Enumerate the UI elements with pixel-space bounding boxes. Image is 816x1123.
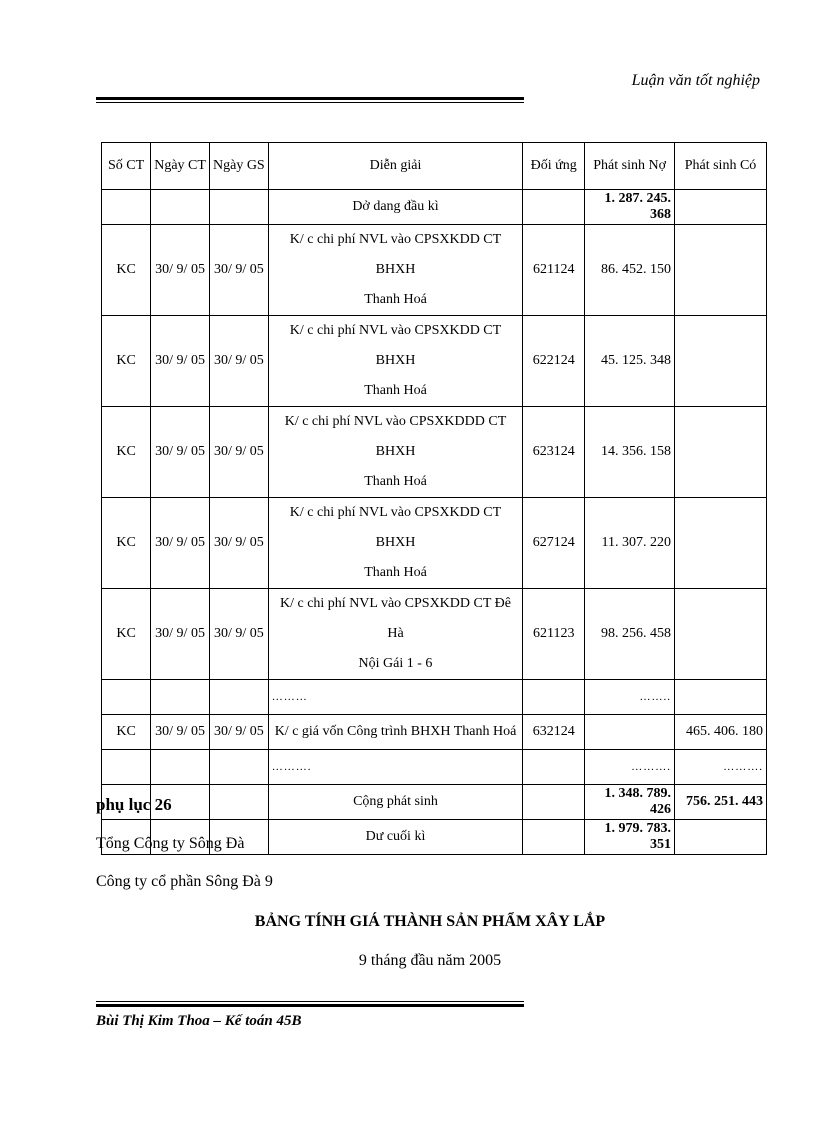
credit-amount [675, 407, 767, 498]
description-line1: K/ c chi phí NVL vào CPSXKDD CT BHXH [289, 505, 502, 550]
ledger-table [101, 142, 767, 855]
description-line2: Thanh Hoá [364, 383, 427, 398]
ellipsis-debit: ………. [585, 750, 675, 785]
voucher-no: KC [102, 589, 151, 680]
voucher-date: 30/ 9/ 05 [151, 316, 210, 407]
opening-debit: 1. 287. 245. 368 [585, 190, 675, 225]
total-debit: 1. 348. 789. 426 [585, 785, 675, 820]
total-label: Cộng phát sinh [268, 785, 522, 820]
posting-date: 30/ 9/ 05 [209, 407, 268, 498]
document-title: BẢNG TÍNH GIÁ THÀNH SẢN PHẨM XÂY LẮP [254, 913, 606, 930]
voucher-no: KC [102, 715, 151, 750]
voucher-no: KC [102, 407, 151, 498]
debit-amount: 11. 307. 220 [585, 498, 675, 589]
ellipsis-description: ……… [268, 680, 522, 715]
column-header: Ngày GS [209, 143, 268, 190]
closing-label: Dư cuối kì [268, 820, 522, 855]
description [268, 225, 522, 316]
credit-amount: 465. 406. 180 [675, 715, 767, 750]
description-line1: K/ c chi phí NVL vào CPSXKDDD CT BHXH [284, 414, 507, 459]
contra-account: 622124 [523, 316, 585, 407]
voucher-date: 30/ 9/ 05 [151, 498, 210, 589]
description [268, 316, 522, 407]
column-header: Đối ứng [523, 143, 585, 190]
total-row [102, 785, 767, 820]
description-line1: K/ c chi phí NVL vào CPSXKDD CT Đê Hà [279, 596, 511, 641]
contra-account: 632124 [523, 715, 585, 750]
voucher-date: 30/ 9/ 05 [151, 715, 210, 750]
debit-amount: 45. 125. 348 [585, 316, 675, 407]
debit-amount [585, 715, 675, 750]
table-row [102, 589, 767, 680]
ellipsis-description: ………. [268, 750, 522, 785]
ellipsis-row [102, 680, 767, 715]
description [268, 589, 522, 680]
credit-amount [675, 498, 767, 589]
description-line1: K/ c chi phí NVL vào CPSXKDD CT BHXH [289, 232, 502, 277]
contra-account: 621124 [523, 225, 585, 316]
posting-date: 30/ 9/ 05 [209, 498, 268, 589]
voucher-date: 30/ 9/ 05 [151, 589, 210, 680]
ellipsis-debit: …….. [585, 680, 675, 715]
credit-amount [675, 589, 767, 680]
column-header: Phát sinh Nợ [585, 143, 675, 190]
description [268, 407, 522, 498]
footer-author: Bùi Thị Kim Thoa – Kế toán 45B [96, 1013, 302, 1029]
table-row [102, 316, 767, 407]
voucher-date: 30/ 9/ 05 [151, 225, 210, 316]
contra-account: 627124 [523, 498, 585, 589]
header-rule [96, 97, 524, 103]
description-line2: Thanh Hoá [364, 292, 427, 307]
column-header: Diễn giải [268, 143, 522, 190]
description-line1: K/ c chi phí NVL vào CPSXKDD CT BHXH [289, 323, 502, 368]
contra-account: 621123 [523, 589, 585, 680]
voucher-no: KC [102, 316, 151, 407]
posting-date: 30/ 9/ 05 [209, 715, 268, 750]
total-credit: 756. 251. 443 [675, 785, 767, 820]
description-line2: Thanh Hoá [364, 474, 427, 489]
posting-date: 30/ 9/ 05 [209, 225, 268, 316]
voucher-no: KC [102, 498, 151, 589]
table-row [102, 225, 767, 316]
opening-balance-row [102, 190, 767, 225]
posting-date: 30/ 9/ 05 [209, 589, 268, 680]
credit-amount [675, 225, 767, 316]
closing-debit: 1. 979. 783. 351 [585, 820, 675, 855]
table-row [102, 407, 767, 498]
parent-company: Tổng Công ty Sông Đà [96, 835, 245, 852]
voucher-date: 30/ 9/ 05 [151, 407, 210, 498]
description [268, 498, 522, 589]
header-title: Luận văn tốt nghiệp [631, 72, 760, 89]
contra-account: 623124 [523, 407, 585, 498]
appendix-label: phụ lục 26 [96, 795, 172, 814]
table-row [102, 715, 767, 750]
opening-label: Dở dang đầu kì [268, 190, 522, 225]
ellipsis-row [102, 750, 767, 785]
voucher-no: KC [102, 225, 151, 316]
footer-rule [96, 1001, 524, 1007]
table-header-row [102, 143, 767, 190]
debit-amount: 98. 256. 458 [585, 589, 675, 680]
description-line2: Nội Gái 1 - 6 [358, 656, 433, 671]
debit-amount: 14. 356. 158 [585, 407, 675, 498]
credit-amount [675, 316, 767, 407]
debit-amount: 86. 452. 150 [585, 225, 675, 316]
posting-date: 30/ 9/ 05 [209, 316, 268, 407]
table-row [102, 498, 767, 589]
ellipsis-credit: ………. [675, 750, 767, 785]
column-header: Số CT [102, 143, 151, 190]
column-header: Ngày CT [151, 143, 210, 190]
description-line2: Thanh Hoá [364, 565, 427, 580]
column-header: Phát sinh Có [675, 143, 767, 190]
description: K/ c giá vốn Công trình BHXH Thanh Hoá [268, 715, 522, 750]
company-name: Công ty cổ phần Sông Đà 9 [96, 873, 273, 890]
document-subtitle: 9 tháng đầu năm 2005 [358, 952, 502, 969]
